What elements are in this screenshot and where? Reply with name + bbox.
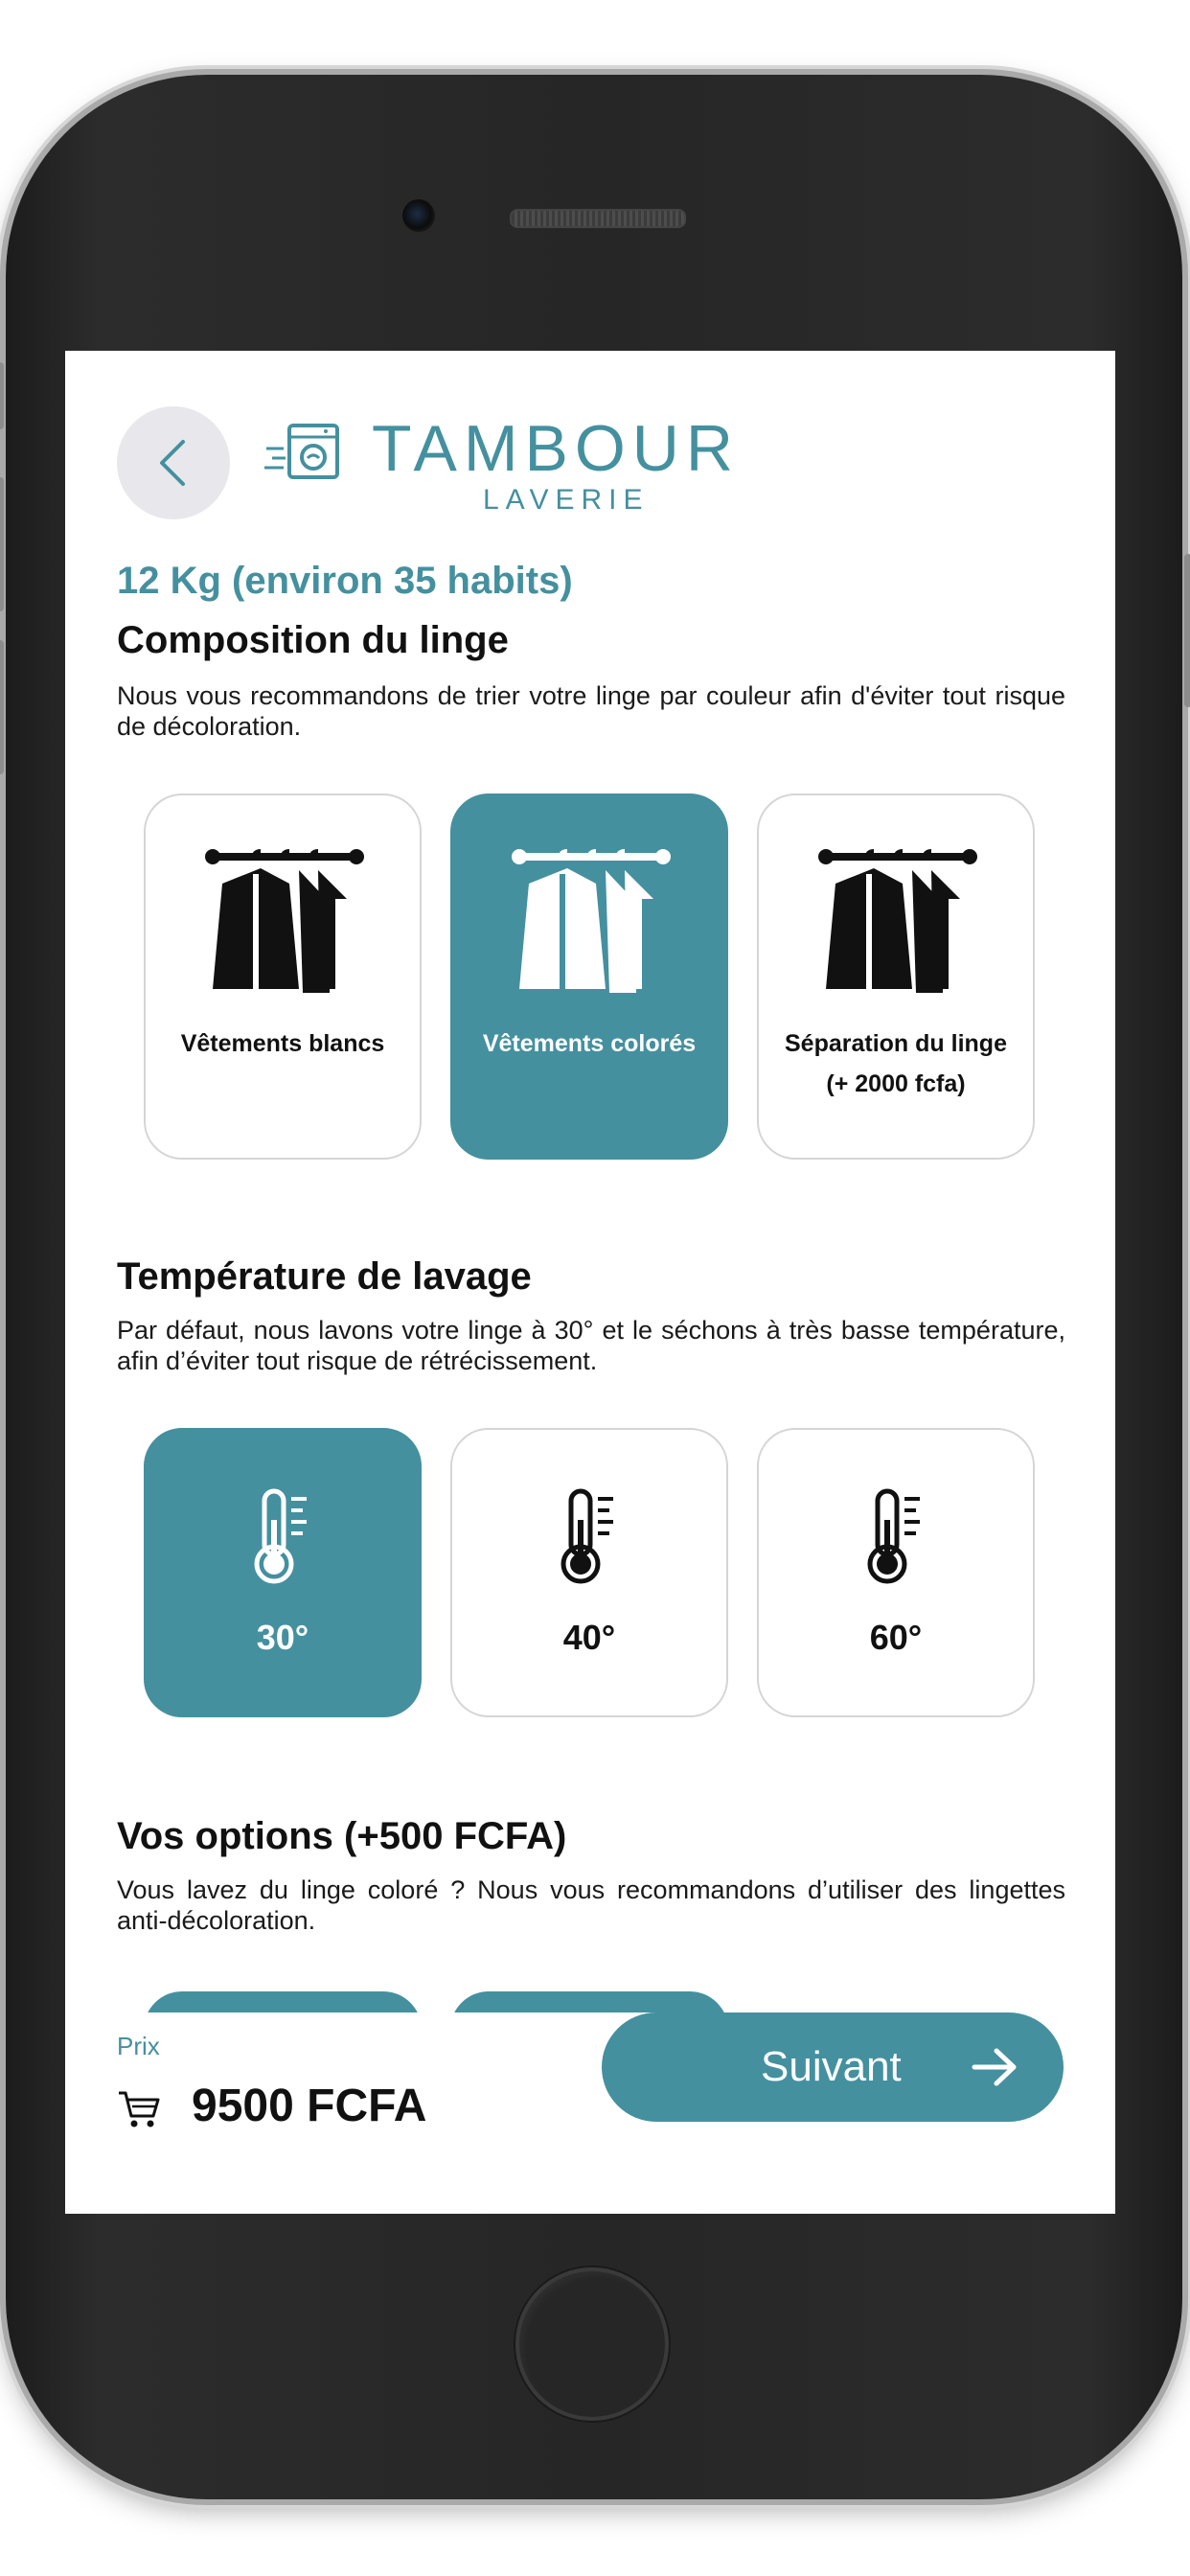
thermometer-icon [558,1487,625,1587]
temperature-option-label: 30° [256,1618,309,1657]
volume-down-button [0,640,4,774]
brand-logo [264,412,740,519]
clothes-rack-icon [816,845,979,1008]
composition-description: Nous vous recommandons de trier votre linge par couleur afin d'éviter tout risque de décoloration. [117,681,1065,741]
temperature-option-label: 60° [869,1618,923,1657]
home-button[interactable] [515,2267,669,2421]
price-label: Prix [117,2032,160,2060]
earpiece-speaker [510,209,686,228]
front-camera [402,199,435,232]
temperature-title: Température de lavage [117,1255,532,1298]
option-card-peek[interactable] [144,1991,422,2012]
options-description: Vous lavez du linge coloré ? Nous vous recommandons d’utiliser des lingettes anti-décoloration. [117,1875,1065,1935]
washing-machine-icon [264,424,341,481]
composition-option-label: Séparation du linge [785,1030,1007,1057]
volume-up-button [0,477,4,611]
scroll-content[interactable] [65,351,1115,2012]
composition-option-white[interactable] [144,794,422,1160]
temperature-option-60[interactable] [757,1428,1035,1717]
composition-option-label: Vêtements colorés [482,1030,697,1057]
composition-option-label: Vêtements blancs [180,1030,385,1057]
thermometer-icon [864,1487,931,1587]
clothes-rack-icon [203,845,366,1008]
temperature-option-40[interactable] [450,1428,728,1717]
price-value: 9500 FCFA [192,2081,427,2131]
back-button[interactable] [117,406,230,519]
power-button [1184,554,1190,707]
weight-title: 12 Kg (environ 35 habits) [117,560,573,602]
composition-option-colored[interactable] [450,794,728,1160]
next-button[interactable] [602,2012,1064,2122]
temperature-description: Par défaut, nous lavons votre linge à 30° et le séchons à très basse température, afin d’éviter tout risque de rétrécissement. [117,1316,1065,1375]
next-button-label: Suivant [761,2043,902,2090]
bottom-bar [65,2012,1115,2214]
option-card-peek[interactable] [450,1991,728,2012]
app-screen [65,351,1115,2214]
brand-name: TAMBOUR [372,412,740,485]
thermometer-icon [251,1487,318,1587]
composition-option-sublabel: (+ 2000 fcfa) [826,1070,966,1097]
temperature-option-30[interactable] [144,1428,422,1717]
brand-subtitle: LAVERIE [483,484,650,516]
temperature-option-label: 40° [562,1618,616,1657]
mute-switch [0,362,4,429]
options-title: Vos options (+500 FCFA) [117,1815,567,1857]
composition-option-separation[interactable] [757,794,1035,1160]
composition-title: Composition du linge [117,619,509,661]
clothes-rack-icon [510,845,673,1008]
cart-icon [117,2089,161,2129]
chevron-left-icon [154,436,193,490]
arrow-right-icon [972,2047,1018,2087]
